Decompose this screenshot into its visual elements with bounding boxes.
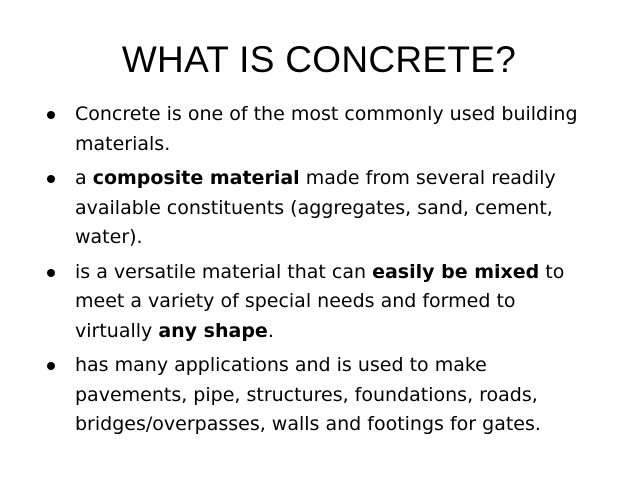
- bullet-item: [0, 351, 638, 440]
- bullet-text: [75, 167, 556, 248]
- bullet-item: [0, 164, 638, 253]
- bullet-icon: [47, 111, 55, 119]
- bullet-text: [75, 261, 564, 342]
- bullet-segment: is a versatile material that can: [75, 260, 373, 283]
- bullet-segment: has many applications and is used to make pavements, pipe, structures, foundations, roads, bridges/overpasses, walls and footings for gates.: [75, 354, 541, 435]
- bullet-item: [0, 258, 638, 347]
- bullet-segment-bold: composite material: [92, 167, 300, 189]
- bullet-segment-bold: easily be mixed: [372, 260, 540, 283]
- bullet-text: [75, 103, 578, 155]
- bullet-segment: made from several readily available constituents (aggregates, sand, cement, water).: [75, 167, 556, 248]
- bullet-segment: Concrete is one of the most commonly used building materials.: [75, 103, 578, 155]
- bullet-icon: [47, 175, 55, 183]
- slide-title: WHAT IS CONCRETE?: [121, 39, 517, 80]
- bullet-icon: [47, 269, 55, 277]
- bullet-text: [75, 354, 541, 435]
- bullet-segment: to meet a variety of special needs and formed to virtually: [75, 260, 565, 342]
- bullet-segment: .: [267, 319, 274, 342]
- bullet-item: [0, 100, 638, 159]
- bullet-icon: [47, 362, 55, 370]
- bullet-segment-bold: any shape: [158, 319, 268, 342]
- bullet-segment: a: [75, 167, 93, 189]
- bullet-list: [0, 100, 638, 445]
